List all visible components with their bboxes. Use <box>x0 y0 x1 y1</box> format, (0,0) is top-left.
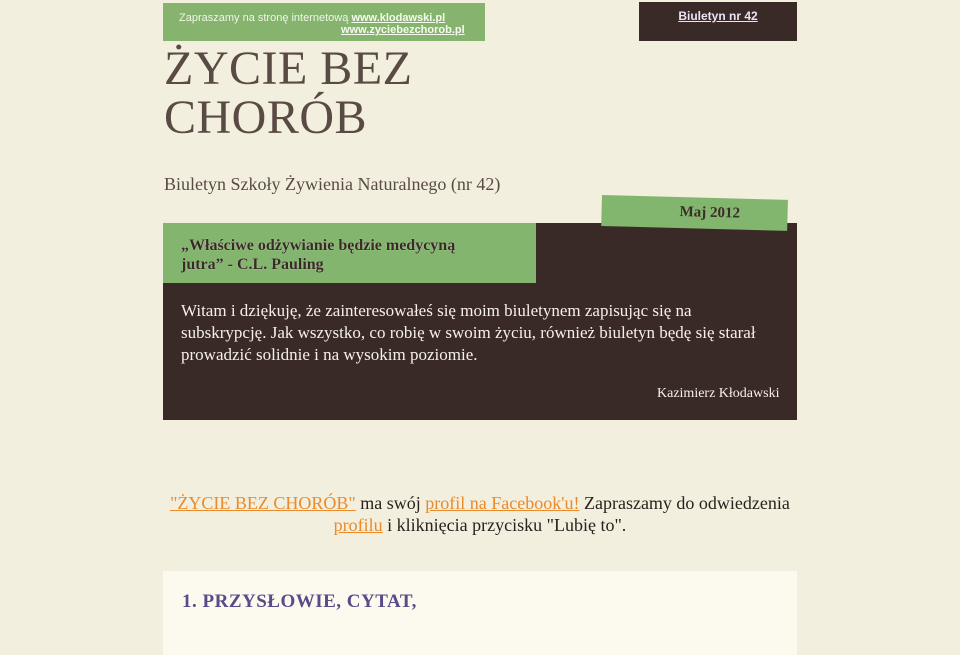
title-line-2: CHORÓB <box>164 91 368 144</box>
facebook-text-1: ma swój <box>355 493 426 513</box>
quote-line-2: jutra” - C.L. Pauling <box>181 256 324 273</box>
date-ribbon <box>601 195 788 231</box>
zycie-bez-chorob-link[interactable]: "ŻYCIE BEZ CHORÓB" <box>170 493 356 513</box>
promo-text: Zapraszamy na stronę internetową <box>179 12 349 24</box>
issue-date: Maj 2012 <box>679 204 741 222</box>
section-title: 1. PRZYSŁOWIE, CYTAT, <box>182 591 417 612</box>
facebook-note <box>170 492 790 536</box>
subtitle: Biuletyn Szkoły Żywienia Naturalnego (nr 42) <box>164 174 501 194</box>
promo-box <box>163 3 485 41</box>
quote-line-1: „Właściwe odżywianie będzie medycyną <box>181 237 456 254</box>
zyciebezchorob-link[interactable]: www.zyciebezchorob.pl <box>341 24 465 36</box>
profile-link[interactable]: profilu <box>333 515 383 535</box>
facebook-profile-link[interactable]: profil na Facebook'u! <box>425 493 580 513</box>
issue-tab[interactable] <box>639 2 797 41</box>
title-line-1: ŻYCIE BEZ <box>164 42 413 95</box>
issue-label[interactable]: Biuletyn nr 42 <box>678 9 758 23</box>
quote-box <box>163 223 536 283</box>
section-box <box>163 571 797 655</box>
facebook-text-2: Zapraszamy do odwiedzenia <box>579 493 790 513</box>
author-signature: Kazimierz Kłodawski <box>657 386 780 401</box>
page-title <box>164 44 412 142</box>
facebook-text-3: i kliknięcia przycisku "Lubię to". <box>382 515 627 535</box>
welcome-text: Witam i dziękuję, że zainteresowałeś się moim biuletynem zapisując się na subskrypcję. Jak wszystko, co robię w swoim życiu, również biuletyn będę się starał prowadzić solidnie i na wysokim poziomie. <box>181 301 756 364</box>
klodawski-link[interactable]: www.klodawski.pl <box>351 12 446 24</box>
